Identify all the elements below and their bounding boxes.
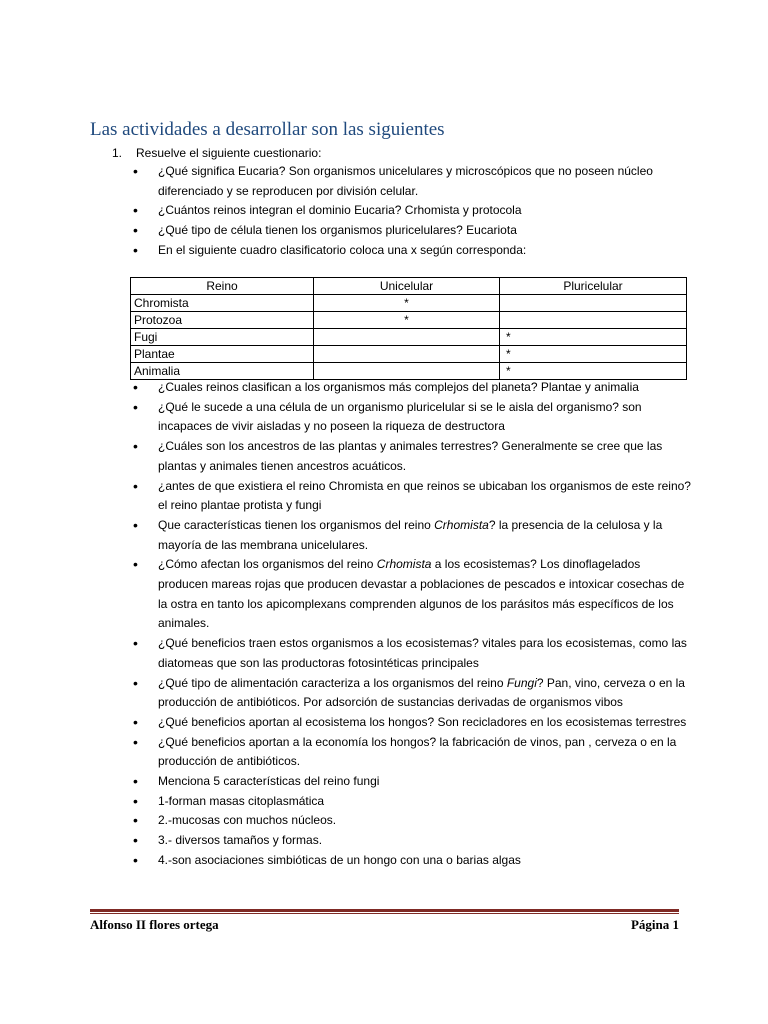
cell-unicelular xyxy=(314,346,500,363)
bullet-text: ¿Cuales reinos clasifican a los organismos más complejos del planeta? Plantae y animalia xyxy=(158,380,639,394)
cell-pluricelular: * xyxy=(500,329,687,346)
bullet-text: ? Pan, vino, cerveza o en la producción de antibióticos. Por adsorción de sustancias derivadas de organismos vibos xyxy=(158,675,685,710)
bullet-item xyxy=(133,713,693,733)
bullet-text: ¿Qué beneficios aportan al ecosistema los hongos? Son recicladores en los ecosistemas terrestres xyxy=(158,714,687,729)
bullet-item xyxy=(133,221,693,241)
bullet-text: ¿Qué le sucede a una célula de un organismo pluricelular si se le aisla del organismo? son incapaces de vivir aisladas y no poseen la riqueza de destructora xyxy=(158,399,642,434)
bullet-text: 3.- diversos tamaños y formas. xyxy=(158,833,323,848)
footer-page-number: Página 1 xyxy=(630,917,679,932)
bullet-item xyxy=(133,241,693,261)
bullet-text: ¿Qué beneficios aportan a la economía los hongos? la fabricación de vinos, pan , cerveza o en la producción de antibióticos. xyxy=(158,734,677,769)
bullet-item xyxy=(133,851,693,871)
bullet-text: 4.-son asociaciones simbióticas de un hongo con una o barias algas xyxy=(158,852,521,867)
table-row xyxy=(131,312,687,329)
footer-divider xyxy=(90,909,679,912)
bullet-text: En el siguiente cuadro clasificatorio coloca una x según corresponda: xyxy=(158,242,527,257)
bullet-item xyxy=(133,674,693,713)
cell-reino: Fugi xyxy=(131,329,314,346)
bullet-text: Menciona 5 características del reino fungi xyxy=(158,774,380,789)
bullet-item xyxy=(133,477,693,516)
cell-pluricelular xyxy=(500,312,687,329)
bullet-text: ¿Qué beneficios traen estos organismos a los ecosistemas? vitales para los ecosistemas, como las diatomeas que son las productoras fotosintéticas principales xyxy=(158,636,687,670)
bullet-text: ¿Cuáles son los ancestros de las plantas y animales terrestres? Generalmente se cree que las plantas y animales tienen ancestros acuáticos. xyxy=(158,439,663,473)
cell-unicelular xyxy=(314,363,500,380)
bullet-text: a los ecosistemas? Los dinoflagelados producen mareas rojas que producen devastar a poblaciones de pescados e intoxicar cosechas de la ostra en tanto los apicomplexans comprenden algunos de los parásitos más específicos de los animales. xyxy=(158,557,685,631)
bullet-text: ¿Cómo afectan los organismos del reino xyxy=(158,557,377,572)
bullet-text: ¿Qué significa Eucaria? Son organismos unicelulares y microscópicos que no poseen núcleo diferenciado y se reproducen por división celular. xyxy=(158,164,653,198)
question-title xyxy=(112,143,321,163)
table-row xyxy=(131,346,687,363)
question-text: Resuelve el siguiente cuestionario: xyxy=(136,146,322,160)
kingdom-name-italic: Crhomista xyxy=(376,557,432,572)
cell-pluricelular: * xyxy=(500,346,687,363)
bullet-item xyxy=(133,516,693,555)
bullet-item xyxy=(133,772,693,792)
footer-author: Alfonso II flores ortega xyxy=(90,917,219,932)
bullet-item xyxy=(133,634,693,673)
bullet-text: ¿Cuántos reinos integran el dominio Eucaria? Crhomista y protocola xyxy=(158,203,522,218)
bullet-item xyxy=(133,792,693,812)
cell-reino: Animalia xyxy=(131,363,314,380)
bullet-text: 1-forman masas citoplasmática xyxy=(158,793,325,808)
question-number: 1. xyxy=(112,146,123,160)
column-header-pluricelular: Pluricelular xyxy=(500,278,687,295)
bullet-text: ¿Qué tipo de célula tienen los organismos pluricelulares? Eucariota xyxy=(158,223,517,238)
column-header-reino: Reino xyxy=(131,278,314,295)
cell-pluricelular xyxy=(500,295,687,312)
bullet-item xyxy=(133,811,693,831)
table-row xyxy=(131,295,687,312)
table-header-row xyxy=(131,278,687,295)
cell-pluricelular: * xyxy=(500,363,687,380)
bullet-item xyxy=(133,831,693,851)
kingdom-name-italic: Crhomista xyxy=(434,517,489,532)
bullet-item xyxy=(133,201,693,221)
bullet-item xyxy=(133,378,693,398)
bullet-list-after-table xyxy=(133,378,693,871)
bullet-item xyxy=(133,733,693,772)
cell-reino: Plantae xyxy=(131,346,314,363)
bullet-text: Que características tienen los organismos del reino xyxy=(158,517,435,532)
page-heading: Las actividades a desarrollar son las siguientes xyxy=(90,119,445,140)
classification-table xyxy=(130,277,687,380)
cell-unicelular: * xyxy=(314,312,500,329)
bullet-list-before-table xyxy=(133,162,693,261)
cell-reino: Chromista xyxy=(131,295,314,312)
bullet-item xyxy=(133,162,693,201)
bullet-item xyxy=(133,437,693,476)
bullet-text: ¿Qué tipo de alimentación caracteriza a los organismos del reino xyxy=(158,675,507,690)
table-row xyxy=(131,363,687,380)
bullet-item xyxy=(133,555,693,634)
cell-unicelular: * xyxy=(314,295,500,312)
cell-unicelular xyxy=(314,329,500,346)
footer-divider-thin xyxy=(90,913,679,914)
bullet-text: 2.-mucosas con muchos núcleos. xyxy=(158,813,337,828)
kingdom-name-italic: Fungi xyxy=(506,675,537,690)
bullet-item xyxy=(133,398,693,437)
cell-reino: Protozoa xyxy=(131,312,314,329)
bullet-text: ? la presencia de la celulosa y la mayoría de las membrana unicelulares. xyxy=(158,517,663,552)
column-header-unicelular: Unicelular xyxy=(314,278,500,295)
table-row xyxy=(131,329,687,346)
bullet-text: ¿antes de que existiera el reino Chromista en que reinos se ubicaban los organismos de este reino? el reino plantae protista y fungi xyxy=(158,478,691,513)
